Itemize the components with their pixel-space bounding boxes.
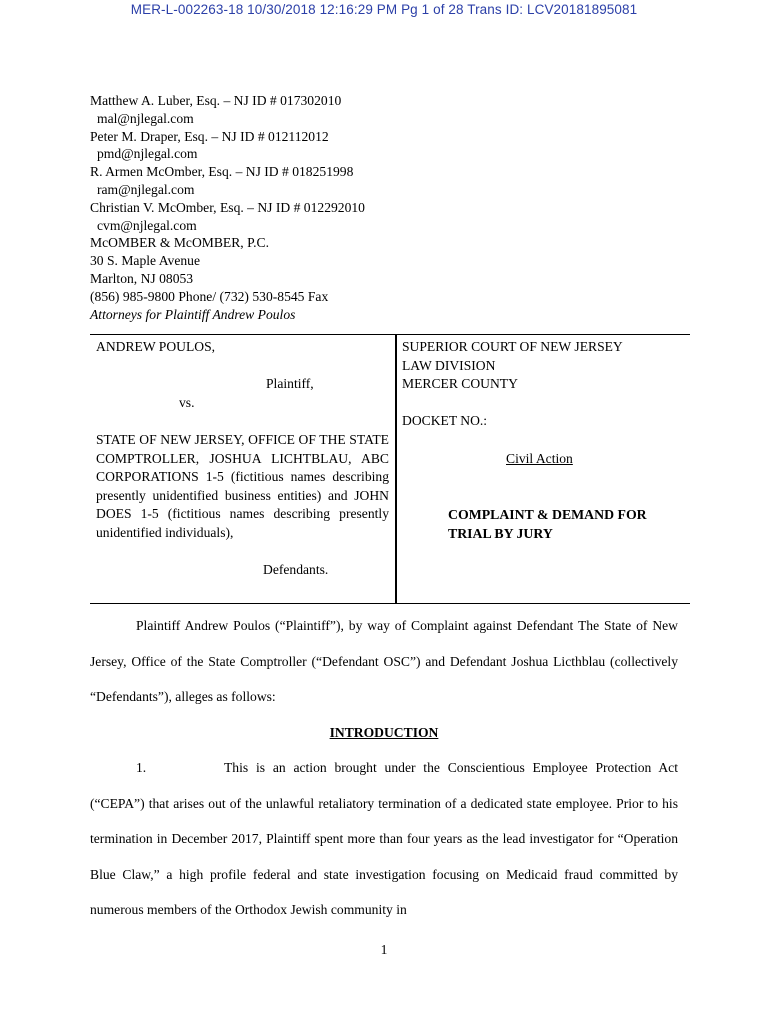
page-number: 1 <box>380 942 388 957</box>
attorney-line: Peter M. Draper, Esq. – NJ ID # 012112012 <box>90 128 329 144</box>
defendants-label: Defendants. <box>263 562 329 578</box>
paragraph-1 <box>90 750 678 928</box>
firm-city: Marlton, NJ 08053 <box>90 270 194 286</box>
caption-court <box>402 338 687 543</box>
caption-divider <box>395 335 397 603</box>
case-caption <box>90 334 690 604</box>
attorney-email: pmd@njlegal.com <box>97 146 198 162</box>
attorney-line: R. Armen McOmber, Esq. – NJ ID # 018251998 <box>90 164 354 180</box>
firm-name: McOMBER & McOMBER, P.C. <box>90 235 270 251</box>
section-heading: INTRODUCTION <box>329 724 439 740</box>
docket-number: DOCKET NO.: <box>402 413 488 429</box>
civil-action: Civil Action <box>506 450 573 466</box>
attorney-email: mal@njlegal.com <box>97 110 194 126</box>
document-title-line2: TRIAL BY JURY <box>448 526 553 542</box>
plaintiff-label: Plaintiff, <box>266 376 314 392</box>
firm-street: 30 S. Maple Avenue <box>90 253 200 269</box>
firm-phone: (856) 985-9800 Phone/ (732) 530-8545 Fax <box>90 288 329 304</box>
attorney-email: ram@njlegal.com <box>97 181 195 197</box>
plaintiff-name: ANDREW POULOS, <box>96 339 216 354</box>
attorney-block <box>90 92 690 323</box>
paragraph-number: 1. <box>136 760 147 775</box>
complaint-body <box>90 608 678 928</box>
filing-stamp: MER-L-002263-18 10/30/2018 12:16:29 PM Pg 1 of 28 Trans ID: LCV20181895081 <box>130 2 638 17</box>
attorneys-for: Attorneys for Plaintiff Andrew Poulos <box>90 306 296 322</box>
attorney-block-container <box>90 92 690 323</box>
court-county: MERCER COUNTY <box>402 376 518 392</box>
attorney-line: Matthew A. Luber, Esq. – NJ ID # 017302010 <box>90 93 342 108</box>
document-title-line1: COMPLAINT & DEMAND FOR <box>448 507 647 523</box>
attorney-email: cvm@njlegal.com <box>97 217 197 233</box>
attorney-line: Christian V. McOmber, Esq. – NJ ID # 012292010 <box>90 199 365 215</box>
caption-parties <box>96 338 389 580</box>
defendants-text: STATE OF NEW JERSEY, OFFICE OF THE STATE COMPTROLLER, JOSHUA LICHTBLAU, ABC CORPORATIONS 1-5 (fictitious names describing presently unidentified business entities) and JOHN DOES 1-5 (fictitious names describing presently unidentified individuals), <box>96 431 389 540</box>
versus: vs. <box>179 394 195 410</box>
paragraph-text: This is an action brought under the Conscientious Employee Protection Act (“CEPA”) that arises out of the unlawful retaliatory termination of a dedicated state employee. Prior to his termination in December 2017, Plaintiff spent more than four years as the lead investigator for “Operation Blue Claw,” a high profile federal and state investigation focusing on Medicaid fraud committed by numerous members of the Orthodox Jewish community in <box>90 760 678 917</box>
court-division: LAW DIVISION <box>402 357 496 373</box>
intro-paragraph: Plaintiff Andrew Poulos (“Plaintiff”), by way of Complaint against Defendant The State of New Jersey, Office of the State Comptroller (“Defendant OSC”) and Defendant Joshua Licthblau (collectively “Defendants”), alleges as follows: <box>90 618 678 704</box>
court-name: SUPERIOR COURT OF NEW JERSEY <box>402 339 623 354</box>
